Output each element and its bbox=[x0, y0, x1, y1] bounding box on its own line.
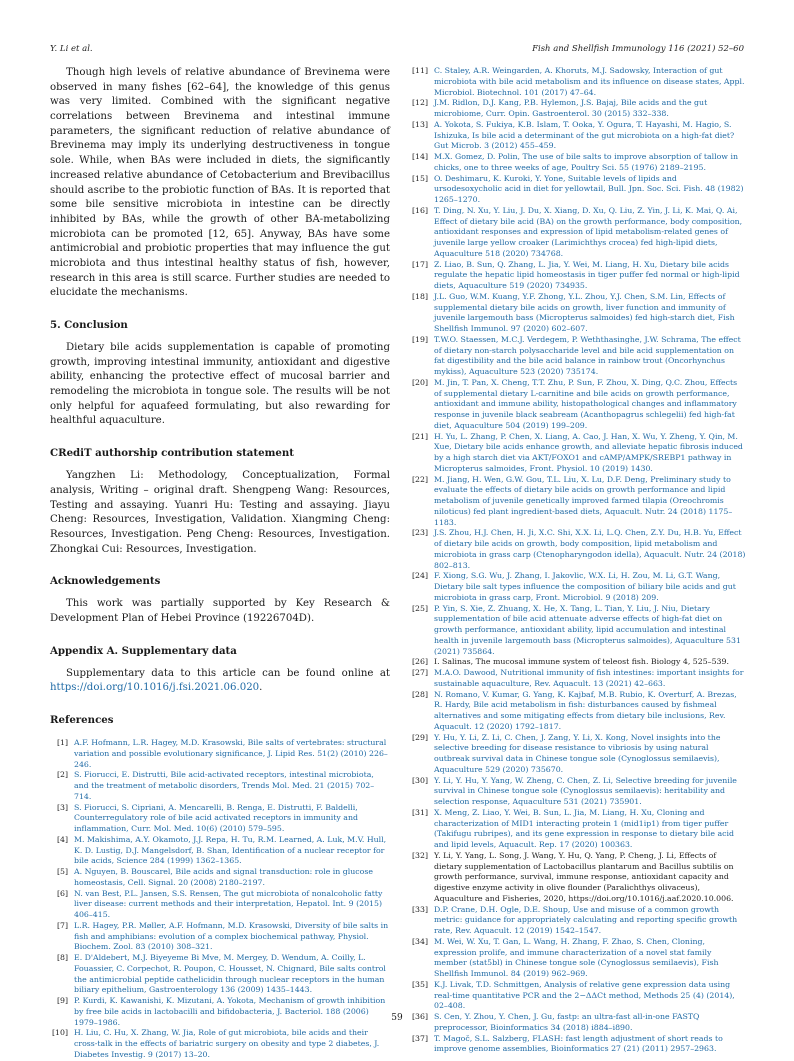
reference-item bbox=[410, 292, 746, 335]
reference-item bbox=[410, 120, 746, 152]
reference-number: [23] bbox=[411, 528, 428, 538]
reference-number: [7] bbox=[56, 920, 68, 930]
page-number: 59 bbox=[391, 1013, 403, 1023]
reference-number: [3] bbox=[56, 802, 68, 812]
discussion-paragraph: Though high levels of relative abundance of Brevinema were observed in many fishes [62–64], the knowledge of this genus was very limited. Combined with the significant negative correlations between Brevinema and intestinal immune parameters, the significant reduction of relative abundance of Brevinema may imply its underlying destructiveness in tongue sole. While, when BAs were included in diets, the significantly increased relative abundance of Cetobacterium and Brevibacillus should ascribe to the probiotic function of BAs. It is reported that some bile sensitive microbiota in intestine can be directly inhibited by BAs, while the growth of other BA-metabolizing microbiota can be promoted [12, 65]. Anyway, BAs have some antimicrobial and probiotic properties that may influence the gut microbiota and thus intestinal healthy status of fish, however, research in this area is still scarce. Further studies are needed to elucidate the mechanisms. bbox=[50, 67, 390, 299]
reference-citation-link[interactable]: C. Staley, A.R. Weingarden, A. Khoruts, M.J. Sadowsky, Interaction of gut microbiota with bile acid metabolism and its influence on disease states, Appl. Microbiol. Biotechnol. 101 (2017) 47–64. bbox=[434, 66, 745, 97]
reference-number: [37] bbox=[411, 1033, 428, 1043]
reference-item bbox=[410, 905, 746, 937]
reference-citation-link[interactable]: J.M. Ridlon, D.J. Kang, P.B. Hylemon, J.S. Bajaj, Bile acids and the gut microbiome, Curr. Opin. Gastroenterol. 30 (2015) 332–338. bbox=[434, 98, 708, 118]
reference-citation-link[interactable]: M. Makishima, A.Y. Okamoto, J.J. Repa, H. Tu, R.M. Learned, A. Luk, M.V. Hull, K. D. Lustig, D.J. Mangelsdorf, B. Shan, Identification of a nuclear receptor for bile acids, Science 284 (1999) 1362–1365. bbox=[74, 834, 387, 866]
appendix-sentence: Supplementary data to this article can be found online at bbox=[66, 667, 390, 679]
reference-item bbox=[410, 571, 746, 603]
reference-item bbox=[410, 657, 746, 668]
reference-number: [32] bbox=[411, 850, 428, 860]
reference-number: [29] bbox=[411, 732, 428, 742]
reference-number: [12] bbox=[411, 98, 428, 108]
reference-citation-link[interactable]: N. van Best, P.L. Jansen, S.S. Rensen, The gut microbiota of nonalcoholic fatty liver disease: current methods and their interpretation, Hepatol. Int. 9 (2015) 406–415. bbox=[74, 888, 383, 919]
reference-item bbox=[410, 378, 746, 432]
credit-text: Yangzhen Li: Methodology, Conceptualization, Formal analysis, Writing – original draft. Shengpeng Wang: Resources, Testing and assaying. Yuanri Hu: Testing and assaying. Jiayu Cheng: Resources, Investigation, Validation. Xiangming Cheng: Resources, Investigation. Peng Cheng: Resources, Investigation. Zhongkai Cui: Resources, Investigation. bbox=[50, 470, 390, 555]
reference-number: [34] bbox=[411, 936, 428, 946]
appendix-period: . bbox=[259, 682, 263, 694]
reference-number: [27] bbox=[411, 668, 428, 677]
reference-number: [11] bbox=[411, 66, 428, 75]
reference-citation-link[interactable]: O. Deshimaru, K. Kuroki, Y. Yone, Suitable levels of lipids and ursodesoxycholic acid in diet for yellowtail, Bull. Jpn. Soc. Sci. Fish. 48 (1982) 1265–1270. bbox=[434, 173, 744, 204]
reference-citation-link[interactable]: Z. Liao, B. Sun, Q. Zhang, L. Jia, Y. Wei, M. Liang, H. Xu, Dietary bile acids regulate the hepatic lipid homeostasis in tiger puffer fed normal or high-lipid diets, Aquaculture 519 (2020) 734935. bbox=[434, 259, 740, 290]
conclusion-text: Dietary bile acids supplementation is capable of promoting growth, improving intestinal immunity, antioxidant and digestive ability, enhancing the protective effect of mucosal barrier and remodeling the microbiota in tongue sole. The results will be not only helpful for aquafeed formulating, but also rewarding for healthful aquaculture. bbox=[50, 342, 390, 427]
running-header-authors: Y. Li et al. bbox=[50, 44, 93, 54]
reference-item bbox=[50, 953, 390, 996]
reference-item bbox=[50, 889, 390, 921]
reference-item bbox=[410, 174, 746, 206]
reference-citation-link[interactable]: E. D'Aldebert, M.J. Biyeyeme Bi Mve, M. Mergey, D. Wendum, A. Coilly, L. Fouassier, C. Corpechot, R. Poupon, C. Housset, N. Chignard, Bile salts control the antimicrobial peptide cathelicidin through nuclear receptors in the human biliary epithelium, Gastroenterology 136 (2009) 1435–1443. bbox=[74, 953, 386, 995]
reference-number: [25] bbox=[411, 603, 428, 613]
reference-citation-link[interactable]: A.F. Hofmann, L.R. Hagey, M.D. Krasowski, Bile salts of vertebrates: structural variation and possible evolutionary significance, J. Lipid Res. 51(2) (2010) 226–246. bbox=[74, 738, 388, 769]
reference-item bbox=[410, 851, 746, 905]
reference-number: [36] bbox=[411, 1012, 428, 1021]
reference-citation-link[interactable]: H. Yu, L. Zhang, P. Chen, X. Liang, A. Cao, J. Han, X. Wu, Y. Zheng, Y. Qin, M. Xue, Dietary bile acids enhance growth, and alleviate hepatic fibrosis induced by a high starch diet via AKT/FOXO1 and cAMP/AMPK/SREBP1 pathway in Micropterus salmoides, Front. Physiol. 10 (2019) 1430. bbox=[434, 431, 743, 473]
reference-citation-link[interactable]: P. Kurdi, K. Kawanishi, K. Mizutani, A. Yokota, Mechanism of growth inhibition by free bile acids in lactobacilli and bifidobacteria, J. Bacteriol. 188 (2006) 1979–1986. bbox=[74, 996, 386, 1027]
reference-number: [5] bbox=[56, 867, 68, 876]
reference-number: [28] bbox=[411, 689, 428, 699]
reference-item bbox=[410, 776, 746, 808]
reference-citation-link[interactable]: S. Cen, Y. Zhou, Y. Chen, J. Gu, fastp: an ultra-fast all-in-one FASTQ preprocessor, Bioinformatics 34 (2018) i884–i890. bbox=[434, 1012, 700, 1032]
reference-citation-link[interactable]: S. Fiorucci, S. Cipriani, A. Mencarelli, B. Renga, E. Distrutti, F. Baldelli, Counterregulatory role of bile acid activated receptors in immunity and inflammation, Curr. Mol. Med. 10(6) (2010) 579–595. bbox=[74, 802, 358, 833]
reference-item bbox=[410, 937, 746, 980]
reference-item bbox=[410, 668, 746, 690]
reference-citation-link[interactable]: M.A.O. Dawood, Nutritional immunity of fish intestines: important insights for sustainable aquaculture, Rev. Aquacult. 13 (2021) 42–663. bbox=[434, 668, 744, 688]
reference-item bbox=[410, 475, 746, 529]
reference-item bbox=[50, 770, 390, 802]
reference-item bbox=[50, 738, 390, 770]
reference-citation-link[interactable]: M. Wei, W. Xu, T. Gan, L. Wang, H. Zhang, F. Zhao, S. Chen, Cloning, expression prolife, and immune characterization of a novel stat family member (stat5bl) in Chinese tongue sole (Cynoglossus semilaevis), Fish Shellfish Immunol. 84 (2019) 962–969. bbox=[434, 936, 719, 978]
reference-item bbox=[50, 803, 390, 835]
reference-number: [30] bbox=[411, 775, 428, 785]
acknowledgements-heading: Acknowledgements bbox=[50, 575, 161, 588]
reference-number: [14] bbox=[411, 152, 428, 161]
left-column bbox=[50, 66, 390, 1061]
reference-number: [26] bbox=[411, 657, 428, 667]
reference-number: [4] bbox=[56, 834, 68, 844]
reference-number: [24] bbox=[411, 571, 428, 581]
reference-citation-link[interactable]: T. Ding, N. Xu, Y. Liu, J. Du, X. Xiang, D. Xu, Q. Liu, Z. Yin, J. Li, K. Mai, Q. Ai, Effect of dietary bile acid (BA) on the growth performance, body composition, antioxidant responses and expression of lipid metabolism-related genes of juvenile large yellow croaker (Larimichthys crocea) fed high-lipid diets, Aquaculture 518 (2020) 734768. bbox=[434, 205, 743, 258]
reference-item bbox=[50, 1028, 390, 1060]
reference-citation-link[interactable]: J.S. Zhou, H.J. Chen, H. Ji, X.C. Shi, X.X. Li, L.Q. Chen, Z.Y. Du, H.B. Yu, Effect of dietary bile acids on growth, body composition, lipid metabolism and microbiota in grass carp (Ctenopharyngodon idella), Aquacult. Nutr. 24 (2018) 802–813. bbox=[434, 528, 746, 570]
reference-number: [1] bbox=[56, 738, 68, 747]
reference-number: [6] bbox=[56, 888, 68, 898]
reference-citation-link[interactable]: X. Meng, Z. Liao, Y. Wei, B. Sun, L. Jia, M. Liang, H. Xu, Cloning and characterization of MID1 interacting protein 1 (mid1ip1) from tiger puffer (Takifugu rubripes), and its gene expression in response to dietary bile acid and lipid levels, Aquacult. Rep. 17 (2020) 100363. bbox=[434, 807, 734, 849]
reference-item bbox=[410, 528, 746, 571]
reference-number: [13] bbox=[411, 119, 428, 129]
reference-number: [16] bbox=[411, 205, 428, 215]
reference-item bbox=[410, 980, 746, 1012]
reference-item bbox=[410, 808, 746, 851]
reference-citation-link[interactable]: F. Xiong, S.G. Wu, J. Zhang, I. Jakovlic, W.X. Li, H. Zou, M. Li, G.T. Wang, Dietary bile salt types influence the composition of biliary bile acids and gut microbiota in grass carp, Front. Microbiol. 9 (2018) 209. bbox=[434, 571, 736, 602]
reference-citation-link[interactable]: K.J. Livak, T.D. Schmittgen, Analysis of relative gene expression data using real-time quantitative PCR and the 2−ΔΔCt method, Methods 25 (4) (2014), 02–408. bbox=[434, 979, 735, 1011]
reference-number: [9] bbox=[56, 996, 68, 1005]
supplementary-doi-link[interactable]: https://doi.org/10.1016/j.fsi.2021.06.020 bbox=[50, 682, 260, 694]
reference-item bbox=[50, 867, 390, 889]
reference-item bbox=[410, 604, 746, 658]
reference-citation-link[interactable]: N. Romano, V. Kumar, G. Yang, K. Kajbaf, M.B. Rubio, K. Overturf, A. Brezas, R. Hardy, Bile acid metabolism in fish: disturbances caused by fishmeal alternatives and some mitigating effects from dietary bile inclusions, Rev. Aquacult. 12 (2020) 1792–1817. bbox=[434, 689, 737, 731]
reference-citation-link[interactable]: T. Magoč, S.L. Salzberg, FLASH: fast length adjustment of short reads to improve genome assemblies, Bioinformatics 27 (21) (2011) 2957–2963. bbox=[434, 1033, 723, 1054]
reference-number: [33] bbox=[411, 904, 428, 914]
reference-item bbox=[410, 733, 746, 776]
reference-number: [22] bbox=[411, 474, 428, 484]
appendix-text bbox=[50, 667, 390, 696]
reference-citation-link[interactable]: S. Fiorucci, E. Distrutti, Bile acid-activated receptors, intestinal microbiota, and the treatment of metabolic disorders, Trends Mol. Med. 21 (2015) 702–714. bbox=[74, 770, 375, 801]
reference-number: [15] bbox=[411, 173, 428, 183]
reference-number: [35] bbox=[411, 979, 428, 989]
running-header-journal: Fish and Shellfish Immunology 116 (2021) 52–60 bbox=[532, 44, 744, 54]
reference-citation-link: Y. Li, Y. Yang, L. Song, J. Wang, Y. Hu, Q. Yang, P. Cheng, J. Li, Effects of dietary supplementation of Lactobacillus plantarum and Bacillus subtilis on growth performance, survival, immune response, antioxidant capacity and digestive enzyme activity in olive flounder (Paralichthys olivaceus), Aquaculture and Fisheries, 2020, https://doi.org/10.1016/j.aaf.2020.10.006. bbox=[434, 850, 734, 903]
reference-citation-link[interactable]: H. Liu, C. Hu, X. Zhang, W. Jia, Role of gut microbiota, bile acids and their cross-talk in the effects of bariatric surgery on obesity and type 2 diabetes, J. Diabetes Investig. 9 (2017) 13–20. bbox=[74, 1028, 380, 1059]
reference-item bbox=[410, 432, 746, 475]
reference-item bbox=[410, 690, 746, 733]
reference-citation-link[interactable]: M. Jin, T. Pan, X. Cheng, T.T. Zhu, P. Sun, F. Zhou, X. Ding, Q.C. Zhou, Effects of supplemental dietary L-carnitine and bile acids on growth performance, antioxidant and immune ability, histopathological changes and inflammatory response in juvenile black seabream (Acanthopagrus schlegelii) fed high-fat diet, Aquaculture 504 (2019) 199–209. bbox=[434, 377, 738, 430]
references-list-right bbox=[410, 66, 746, 1055]
reference-citation-link[interactable]: J.L. Guo, W.M. Kuang, Y.F. Zhong, Y.L. Zhou, Y.J. Chen, S.M. Lin, Effects of supplemental dietary bile acids on growth, liver function and immunity of juvenile largemouth bass (Micropterus salmoides) fed high-starch diet, Fish Shellfish Immunol. 97 (2020) 602–607. bbox=[434, 291, 735, 333]
reference-citation-link[interactable]: Y. Hu, Y. Li, Z. Li, C. Chen, J. Zang, Y. Li, X. Kong, Novel insights into the selective breeding for disease resistance to vibriosis by using natural outbreak survival data in Chinese tongue sole (Cynoglossus semilaevis), Aquaculture 529 (2020) 735670. bbox=[434, 732, 721, 774]
reference-item bbox=[410, 335, 746, 378]
reference-item bbox=[410, 98, 746, 120]
reference-item bbox=[410, 1034, 746, 1056]
credit-heading: CRediT authorship contribution statement bbox=[50, 447, 294, 460]
references-heading: References bbox=[50, 714, 114, 726]
reference-item bbox=[410, 260, 746, 292]
reference-number: [18] bbox=[411, 291, 428, 301]
reference-number: [8] bbox=[56, 953, 68, 962]
reference-item bbox=[50, 835, 390, 867]
appendix-heading: Appendix A. Supplementary data bbox=[50, 644, 237, 657]
reference-citation-link[interactable]: T.W.O. Staessen, M.C.J. Verdegem, P. Weththasinghe, J.W. Schrama, The effect of dietary non-starch polysaccharide level and bile acid supplementation on fat digestibility and the bile acid balance in rainbow trout (Oncorhynchus mykiss), Aquaculture 523 (2020) 735174. bbox=[434, 334, 741, 376]
reference-number: [20] bbox=[411, 377, 428, 387]
reference-citation-link[interactable]: A. Nguyen, B. Bouscarel, Bile acids and signal transduction: role in glucose homeostasis, Cell. Signal. 20 (2008) 2180–2197. bbox=[74, 867, 373, 887]
reference-item bbox=[410, 152, 746, 174]
right-column bbox=[410, 66, 746, 1055]
reference-number: [2] bbox=[56, 770, 68, 780]
reference-citation-link[interactable]: Y. Li, Y. Hu, Y. Yang, W. Zheng, C. Chen, Z. Li, Selective breeding for juvenile survival in Chinese tongue sole (Cynoglossus semilaevis): heritability and selection response, Aquaculture 531 (2021) 735901. bbox=[434, 775, 737, 806]
reference-citation-link[interactable]: M.X. Gomez, D. Polin, The use of bile salts to improve absorption of tallow in chicks, one to three weeks of age, Poultry Sci. 55 (1976) 2189–2195. bbox=[434, 152, 738, 172]
reference-item bbox=[410, 66, 746, 98]
reference-number: [19] bbox=[411, 334, 428, 344]
conclusion-heading: 5. Conclusion bbox=[50, 319, 128, 331]
reference-citation-link[interactable]: M. Jiang, H. Wen, G.W. Gou, T.L. Liu, X. Lu, D.F. Deng, Preliminary study to evaluate the effects of dietary bile acids on growth performance and lipid metabolism of juvenile genetically improved farmed tilapia (Oreochromis niloticus) fed plant ingredient-based diets, Aquacult. Nutr. 24 (2018) 1175–1183. bbox=[434, 474, 733, 527]
reference-item bbox=[50, 921, 390, 953]
reference-number: [10] bbox=[51, 1028, 68, 1038]
reference-citation-link[interactable]: D.P. Crane, D.H. Ogle, D.E. Shoup, Use and misuse of a common growth metric: guidance for appropriately calculating and reporting specific growth rate, Rev. Aquacult. 12 (2019) 1542–1547. bbox=[434, 904, 738, 935]
reference-number: [21] bbox=[411, 431, 428, 441]
reference-citation-link[interactable]: L.R. Hagey, P.R. Møller, A.F. Hofmann, M.D. Krasowski, Diversity of bile salts in fish and amphibians: evolution of a complex biochemical pathway, Physiol. Biochem. Zool. 83 (2010) 308–321. bbox=[74, 920, 389, 952]
reference-citation-link: I. Salinas, The mucosal immune system of teleost fish. Biology 4, 525–539. bbox=[434, 657, 729, 667]
reference-citation-link[interactable]: P. Yin, S. Xie, Z. Zhuang, X. He, X. Tang, L. Tian, Y. Liu, J. Niu, Dietary supplementation of bile acid attenuate adverse effects of high-fat diet on growth performance, antioxidant ability, lipid accumulation and intestinal health in juvenile largemouth bass (Micropterus salmoides), Aquaculture 531 (2021) 735864. bbox=[434, 603, 741, 656]
acknowledgements-text: This work was partially supported by Key Research & Development Plan of Hebei Province (19226704D). bbox=[50, 598, 390, 624]
reference-citation-link[interactable]: A. Yokota, S. Fukiya, K.B. Islam, T. Ooka, Y. Ogura, T. Hayashi, M. Hagio, S. Ishizuka, Is bile acid a determinant of the gut microbiota on a high-fat diet? Gut Microb. 3 (2012) 455–459. bbox=[434, 119, 735, 151]
reference-number: [31] bbox=[411, 807, 428, 817]
reference-number: [17] bbox=[411, 259, 428, 269]
reference-item bbox=[410, 206, 746, 260]
